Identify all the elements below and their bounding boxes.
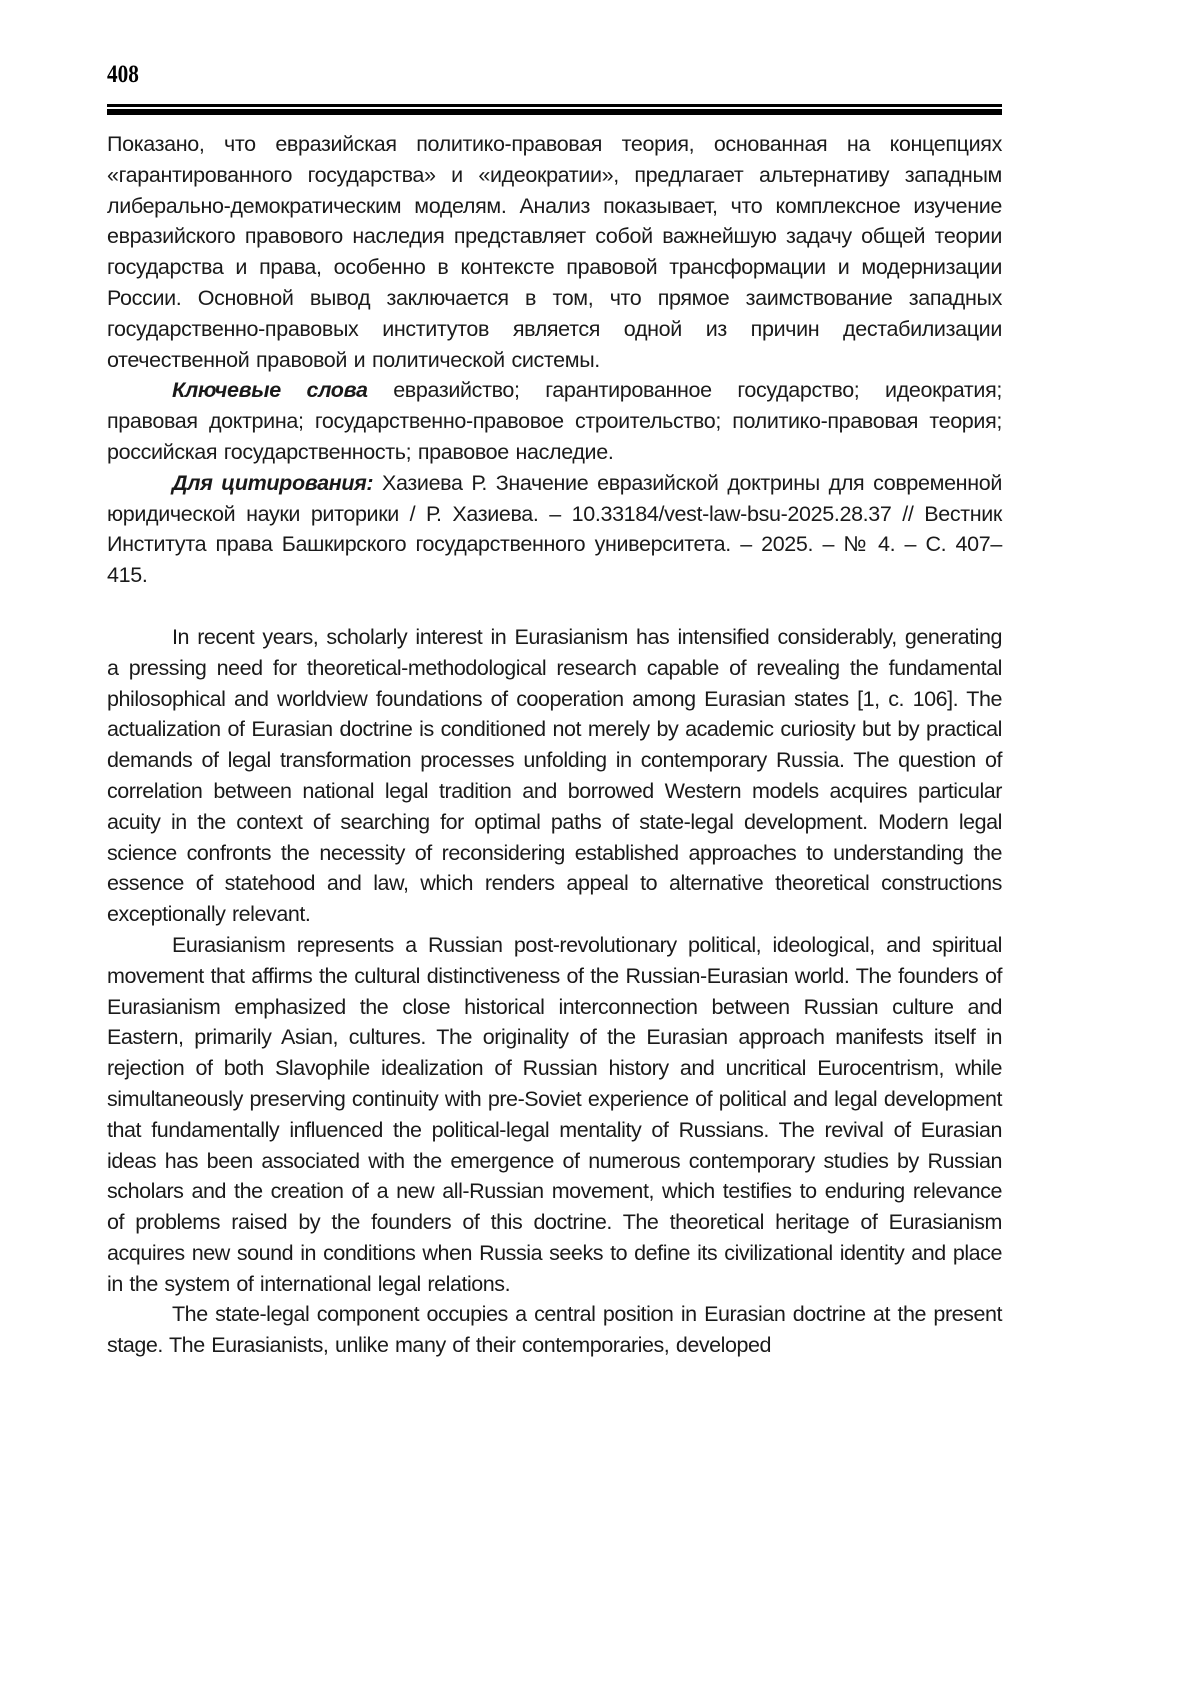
body-paragraph: Eurasianism represents a Russian post-revolutionary political, ideological, and spiritual movement that affirms the cultural distinctiveness of the Russian-Eurasian world. The founders of Eurasianism emphasized the close historical interconnection between Russian culture and Eastern, primarily Asian, cultures. The originality of the Eurasian approach manifests itself in rejection of both Slavophile idealization of Russian history and uncritical Eurocentrism, while simultaneously preserving continuity with pre-Soviet experience of political and legal development that fundamentally influenced the political-legal mentality of Russians. The revival of Eurasian ideas has been associated with the emergence of numerous contemporary studies by Russian scholars and the creation of a new all-Russian movement, which testifies to enduring relevance of problems raised by the founders of this doctrine. The theoretical heritage of Eurasianism acquires new sound in conditions when Russia seeks to define its civilizational identity and place in the system of international legal relations. [107, 932, 1002, 1296]
article-body [107, 622, 1002, 1361]
header-rule-thick [107, 109, 1002, 115]
page-number: 408 [107, 61, 139, 88]
body-paragraph: In recent years, scholarly interest in Eurasianism has intensified considerably, generating a pressing need for theoretical-methodological research capable of revealing the fundamental philosophical and worldview foundations of cooperation among Eurasian states [1, c. 106]. The actualization of Eurasian doctrine is conditioned not merely by academic curiosity but by practical demands of legal transformation processes unfolding in contemporary Russia. The question of correlation between national legal tradition and borrowed Western models acquires particular acuity in the context of searching for optimal paths of state-legal development. Modern legal science confronts the necessity of reconsidering established approaches to understanding the essence of statehood and law, which renders appeal to alternative theoretical constructions exceptionally relevant. [107, 624, 1002, 927]
citation-paragraph [107, 468, 1002, 591]
keywords-text: евразийство; гарантированное государство; идеократия; правовая доктрина; государственно-правовое строительство; политико-правовая теория; российская государственность; правовое наследие. [107, 378, 1003, 464]
document-page [107, 60, 1002, 1361]
citation-text: Хазиева Р. Значение евразийской доктрины для современной юридической науки риторики / Р. Хазиева. – 10.33184/vest-law-bsu-2025.28.37 // Вестник Института права Башкирского государственного университета. – 2025. – № 4. – С. 407–415. [107, 470, 1002, 588]
body-paragraph: The state-legal component occupies a central position in Eurasian doctrine at the present stage. The Eurasianists, unlike many of their contemporaries, developed [107, 1302, 1002, 1358]
keywords-label: Ключевые слова [172, 378, 368, 403]
abstract-summary: Показано, что евразийская политико-правовая теория, основанная на концепциях «гарантированного государства» и «идеократии», предлагает альтернативу западным либерально-демократическим моделям. Анализ показывает, что комплексное изучение евразийского правового наследия представляет собой важнейшую задачу общей теории государства и права, особенно в контексте правовой трансформации и модернизации России. Основной вывод заключается в том, что прямое заимствование западных государственно-правовых институтов является одной из причин дестабилизации отечественной правовой и политической системы. [107, 132, 1002, 372]
citation-label: Для цитирования: [172, 470, 374, 495]
page-content [107, 129, 1002, 1361]
keywords-paragraph [107, 375, 1002, 467]
